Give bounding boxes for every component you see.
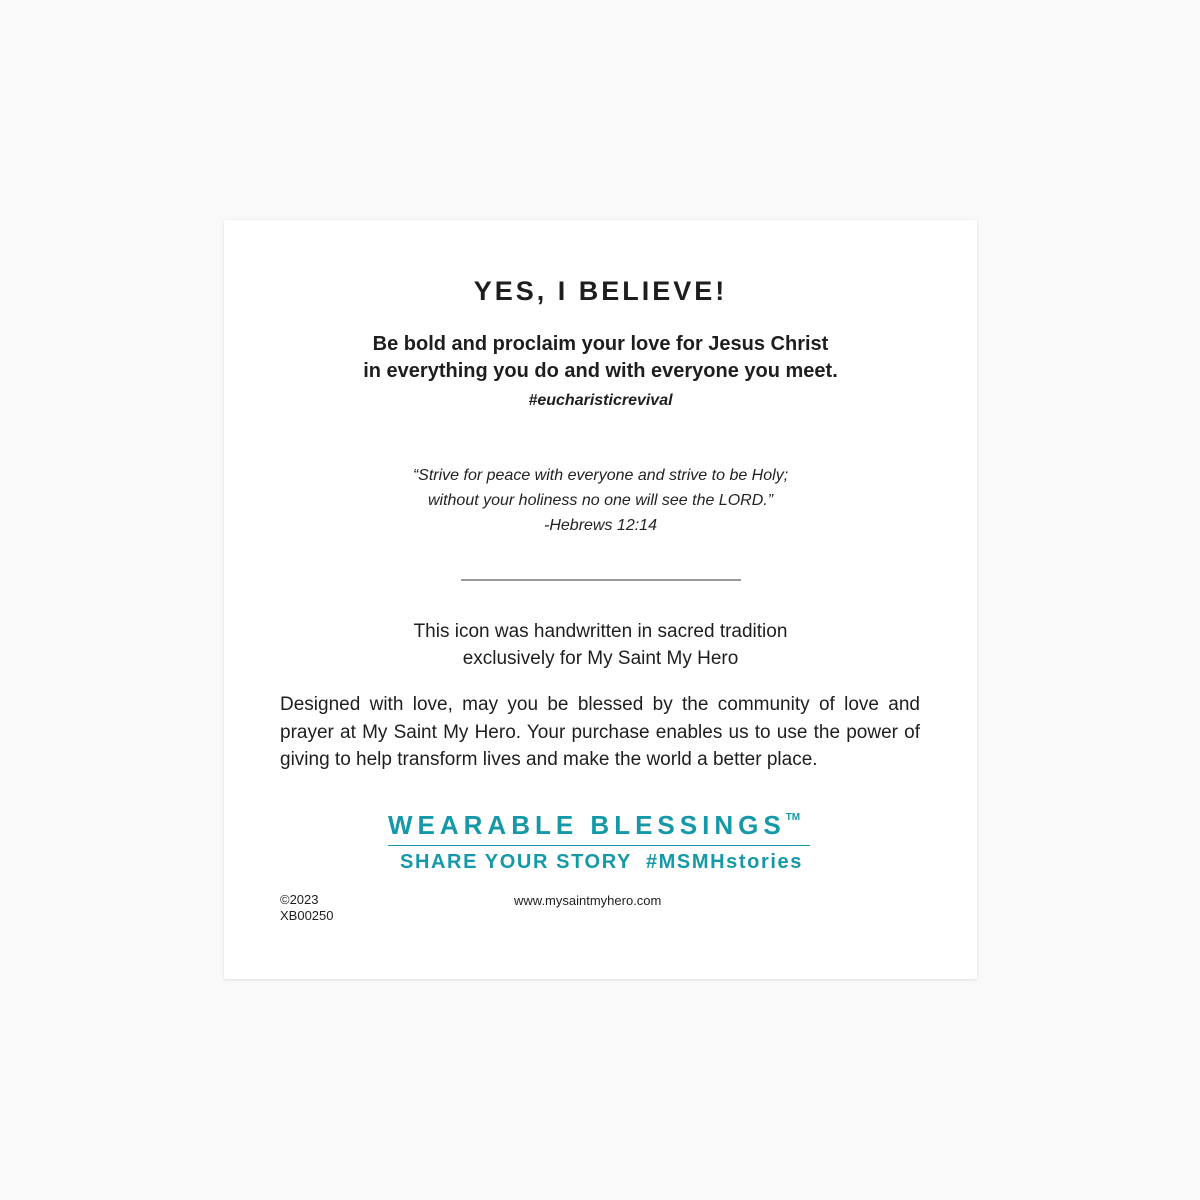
icon-note-line-2: exclusively for My Saint My Hero <box>462 648 739 669</box>
icon-note <box>224 618 977 672</box>
brand-underline <box>388 845 810 846</box>
brand-wordmark <box>388 810 800 841</box>
share-text: SHARE YOUR STORY <box>400 851 632 873</box>
trademark-mark: TM <box>785 812 801 823</box>
quote-line-1: “Strive for peace with everyone and strive to be Holy; <box>412 467 789 484</box>
share-line <box>400 851 803 874</box>
insert-card <box>224 220 977 979</box>
divider-line <box>461 579 741 581</box>
quote-line-2: without your holiness no one will see the LORD.” <box>427 492 774 509</box>
tagline <box>224 331 977 385</box>
icon-note-line-1: This icon was handwritten in sacred tradition <box>413 621 788 642</box>
quote-citation: -Hebrews 12:14 <box>544 517 657 534</box>
tagline-line-1: Be bold and proclaim your love for Jesus Christ <box>372 333 829 355</box>
website-url: www.mysaintmyhero.com <box>514 893 662 908</box>
card-meta <box>280 892 334 924</box>
brand-name: WEARABLE BLESSINGS <box>388 810 786 840</box>
blessing-paragraph: Designed with love, may you be blessed by the community of love and prayer at My Saint My Hero. Your purchase enables us to use the power of giving to help transform lives and make the world a better place. <box>280 694 920 770</box>
card-title: YES, I BELIEVE! <box>473 276 728 306</box>
revival-hashtag: #eucharisticrevival <box>528 392 673 409</box>
scripture-quote <box>224 463 977 538</box>
share-hashtag: #MSMHstories <box>645 851 803 873</box>
sku-code: XB00250 <box>280 908 334 923</box>
tagline-line-2: in everything you do and with everyone you meet. <box>363 360 838 382</box>
copyright: ©2023 <box>280 892 319 907</box>
